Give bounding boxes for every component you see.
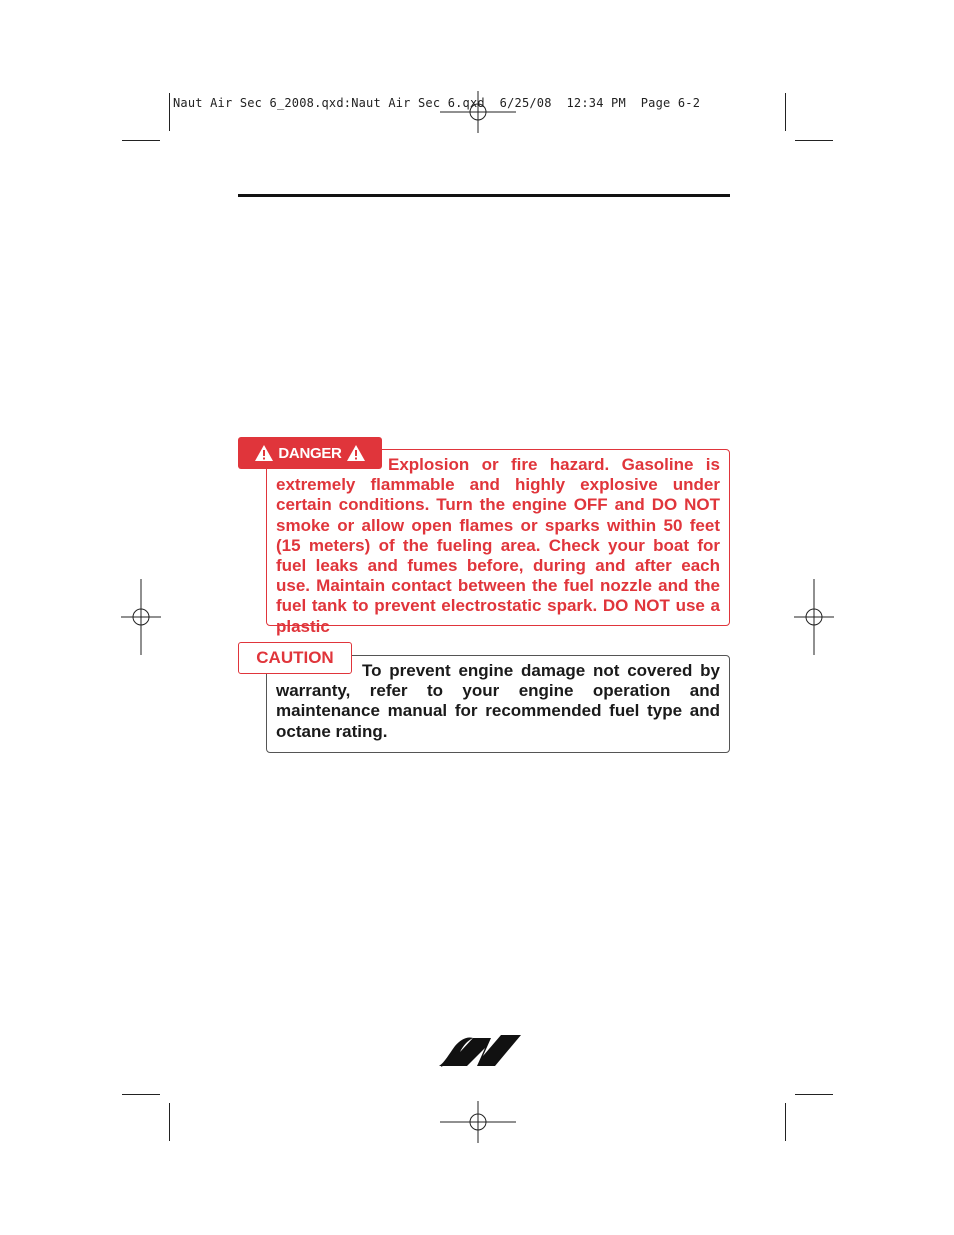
registration-mark-icon [440,1101,516,1143]
nautique-logo-icon [437,1032,523,1068]
warning-triangle-icon [346,444,366,462]
crop-mark [795,140,833,141]
danger-label [238,437,382,469]
caution-label-text: CAUTION [256,648,334,667]
crop-mark [785,93,786,131]
registration-mark-icon [440,91,516,133]
crop-mark [795,1094,833,1095]
registration-mark-icon [121,579,161,655]
warning-triangle-icon [254,444,274,462]
crop-mark [785,1103,786,1141]
caution-text: To prevent engine damage not covered by warranty, refer to your engine operation and maintenance manual for recommended fuel type and octane rating. [276,661,720,741]
danger-text: Explosion or fire hazard. Gasoline is extremely flammable and highly explosive under certain conditions. Turn the engine OFF and DO NOT smoke or allow open flames or sparks within 50 feet (15 meters) of the fueling area. Check your boat for fuel leaks and fumes before, during and after each use. Maintain contact between the fuel nozzle and the fuel tank to prevent electrostatic spark. DO NOT use a plastic [276,455,720,636]
header-rule [238,194,730,197]
crop-mark [169,93,170,131]
danger-notice [266,449,730,636]
registration-mark-icon [794,579,834,655]
crop-mark [122,140,160,141]
crop-mark [169,1103,170,1141]
crop-mark [122,1094,160,1095]
caution-label [238,642,352,674]
print-slug: Naut Air Sec 6_2008.qxd:Naut Air Sec 6.qxd 6/25/08 12:34 PM Page 6-2 [173,96,701,110]
danger-label-text: DANGER [278,444,342,462]
